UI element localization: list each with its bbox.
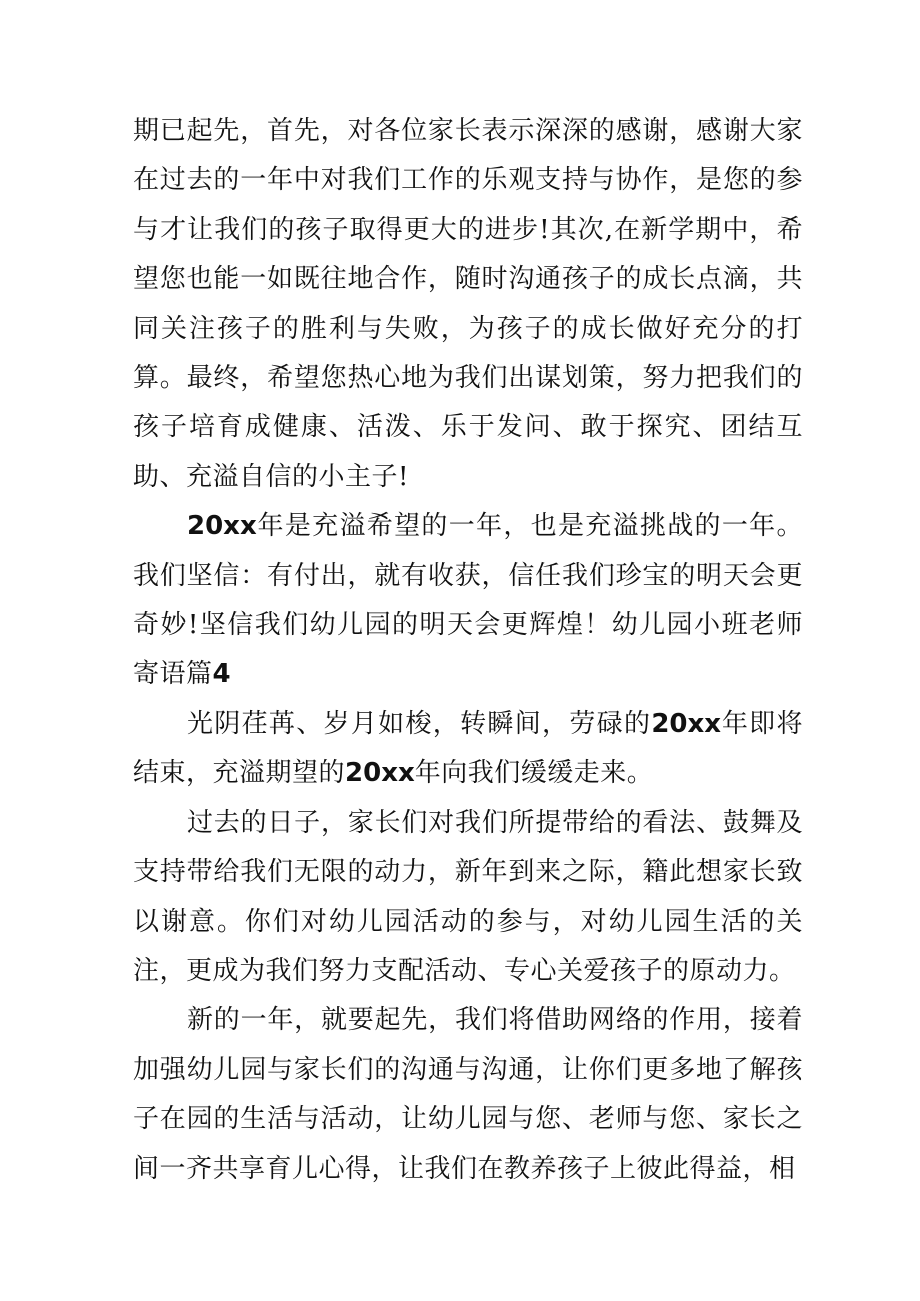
paragraph-2-number: 4 xyxy=(212,659,231,690)
paragraph-5-text: 新的一年，就要起先，我们将借助网络的作用，接着加强幼儿园与家长们的沟通与沟通，让你们更多地了解孩子在园的生活与活动，让幼儿园与您、老师与您、家长之间一齐共享育儿心得，让我们在教养孩子上彼此得益，相 xyxy=(133,1005,803,1184)
document-body xyxy=(133,107,803,1194)
paragraph-1-text: 期已起先，首先，对各位家长表示深深的感谢，感谢大家在过去的一年中对我们工作的乐观支持与协作，是您的参与才让我们的孩子取得更大的进步!其次,在新学期中，希望您也能一如既往地合作，随时沟通孩子的成长点滴，共同关注孩子的胜利与失败，为孩子的成长做好充分的打算。最终，希望您热心地为我们出谋划策，努力把我们的孩子培育成健康、活泼、乐于发问、敢于探究、团结互助、充溢自信的小主子! xyxy=(133,116,803,492)
paragraph-2-text: 年是充溢希望的一年，也是充溢挑战的一年。我们坚信：有付出，就有收获，信任我们珍宝的明天会更奇妙!坚信我们幼儿园的明天会更辉煌！幼儿园小班老师寄语篇 xyxy=(133,511,803,690)
paragraph-3-year1: 20xx xyxy=(651,708,722,739)
paragraph-5 xyxy=(133,996,803,1194)
paragraph-3-year2: 20xx xyxy=(345,758,415,789)
paragraph-3-part2: 年即将结束，充溢期望的 xyxy=(133,708,803,789)
paragraph-3-part1: 光阴荏苒、岁月如梭，转瞬间，劳碌的 xyxy=(187,708,652,739)
paragraph-2 xyxy=(133,502,803,700)
paragraph-4 xyxy=(133,799,803,997)
paragraph-1 xyxy=(133,107,803,502)
paragraph-3 xyxy=(133,700,803,799)
paragraph-4-text: 过去的日子，家长们对我们所提带给的看法、鼓舞及支持带给我们无限的动力，新年到来之际，籍此想家长致以谢意。你们对幼儿园活动的参与，对幼儿园生活的关注，更成为我们努力支配活动、专心关爱孩子的原动力。 xyxy=(133,807,803,986)
paragraph-3-part3: 年向我们缓缓走来。 xyxy=(414,758,654,789)
paragraph-2-year: 20xx xyxy=(187,511,257,542)
